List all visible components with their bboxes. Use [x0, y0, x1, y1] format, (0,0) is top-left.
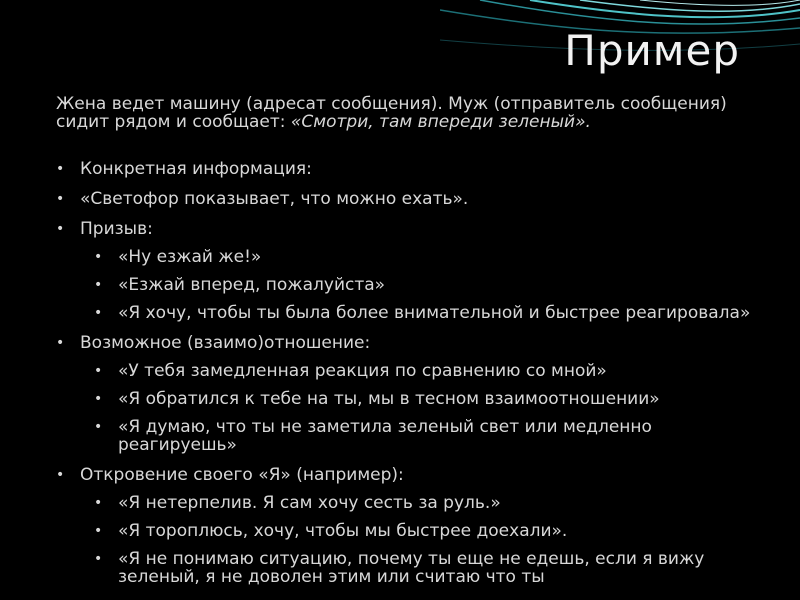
bullet-icon: • — [94, 363, 103, 379]
list-item-text: Возможное (взаимо)отношение: — [80, 333, 371, 353]
bullet-icon: • — [94, 523, 103, 539]
bullet-icon: • — [94, 419, 103, 435]
sub-list-item — [54, 390, 774, 408]
sub-list-item-text: «Я обратился к тебе на ты, мы в тесном взаимоотношении» — [118, 389, 660, 409]
sub-list-item-text: «У тебя замедленная реакция по сравнению со мной» — [118, 361, 607, 381]
sub-list-item — [54, 248, 774, 266]
sub-list-item-text: «Я нетерпелив. Я сам хочу сесть за руль.» — [118, 493, 501, 513]
list-item-text: «Светофор показывает, что можно ехать». — [80, 189, 469, 209]
bullet-icon: • — [94, 277, 103, 293]
sub-list-item — [54, 550, 774, 586]
sub-list-item-text: «Ну езжай же!» — [118, 247, 262, 267]
sub-list-item-text: «Я не понимаю ситуацию, почему ты еще не едешь, если я вижу зеленый, я не доволен этим или считаю что ты — [118, 549, 705, 587]
sub-list-item — [54, 418, 774, 454]
sub-list-item — [54, 276, 774, 294]
sub-list-item — [54, 362, 774, 380]
list-item — [54, 220, 774, 238]
list-item-text: Конкретная информация: — [80, 159, 312, 179]
sub-list-item — [54, 304, 774, 322]
list-item — [54, 466, 774, 484]
intro-text: Жена ведет машину (адресат сообщения). Муж (отправитель сообщения) сидит рядом и сообщает: — [56, 94, 727, 132]
bullet-icon: • — [56, 191, 65, 207]
sub-list-item-text: «Я думаю, что ты не заметила зеленый свет или медленно реагируешь» — [118, 417, 652, 455]
bullet-icon: • — [56, 221, 65, 237]
sub-list-item-text: «Я тороплюсь, хочу, чтобы мы быстрее доехали». — [118, 521, 568, 541]
bullet-icon: • — [94, 305, 103, 321]
list-item — [54, 334, 774, 352]
list-item — [54, 190, 774, 208]
bullet-icon: • — [56, 335, 65, 351]
bullet-list — [54, 160, 774, 586]
bullet-icon: • — [56, 161, 65, 177]
intro-quote: «Смотри, там впереди зеленый». — [290, 112, 591, 132]
list-item — [54, 160, 774, 178]
bullet-icon: • — [94, 495, 103, 511]
list-item-text: Призыв: — [80, 219, 153, 239]
bullet-icon: • — [94, 391, 103, 407]
sub-list-item-text: «Я хочу, чтобы ты была более внимательной и быстрее реагировала» — [118, 303, 751, 323]
sub-list-item-text: «Езжай вперед, пожалуйста» — [118, 275, 386, 295]
bullet-icon: • — [94, 249, 103, 265]
bullet-icon: • — [94, 551, 103, 567]
page-title: Пример — [564, 26, 740, 75]
bullet-icon: • — [56, 467, 65, 483]
intro-paragraph — [56, 95, 756, 131]
sub-list-item — [54, 522, 774, 540]
list-item-text: Откровение своего «Я» (например): — [80, 465, 404, 485]
sub-list-item — [54, 494, 774, 512]
